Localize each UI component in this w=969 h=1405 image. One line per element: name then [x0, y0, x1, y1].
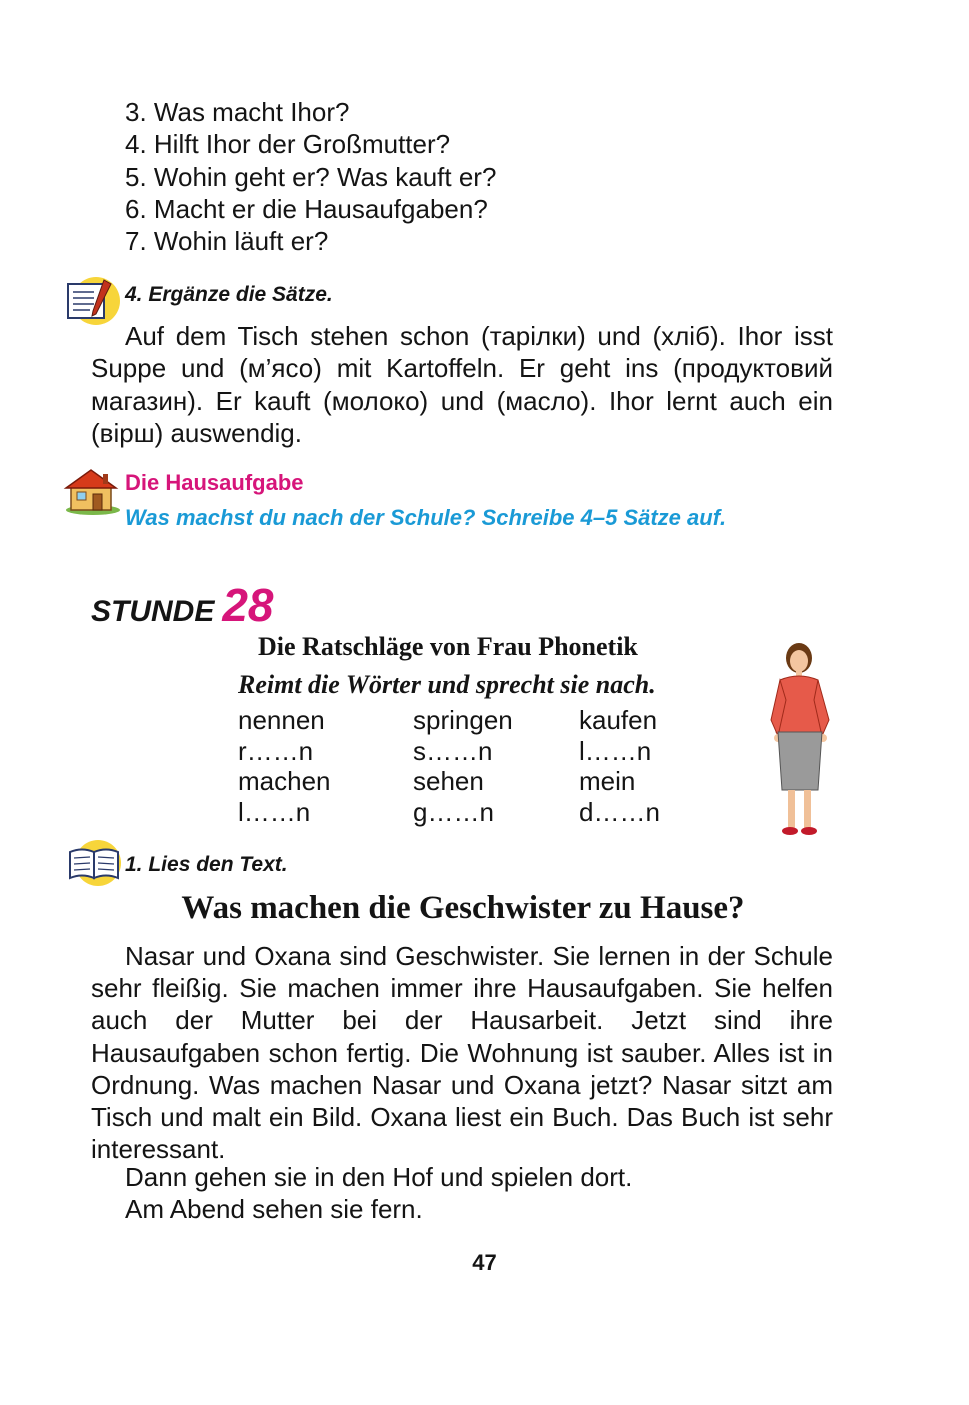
rhyme-word: g……n	[413, 796, 494, 827]
story-paragraph: Nasar und Oxana sind Geschwister. Sie lernen in der Schule sehr fleißig. Sie machen immer ihre Hausaufgaben. Sie helfen auch der Mutter bei der Hausarbeit. Jetzt sind ihre Hausaufgaben schon fertig. Die Wohnung ist sauber. Alles ist in Ordnung. Was machen Nasar und Oxana jetzt? Nasar sitzt am Tisch und malt ein Bild. Oxana liest ein Buch. Das Buch ist sehr interessant.	[91, 941, 833, 1165]
homework-title: Die Hausaufgabe	[125, 470, 304, 495]
rhyme-grid	[238, 705, 699, 827]
story-line: Dann gehen sie in den Hof und spielen dort.	[125, 1162, 633, 1192]
lesson-number: 28	[222, 579, 274, 631]
phonetics-instruction: Reimt die Wörter und sprecht sie nach.	[238, 670, 656, 699]
rhyme-word: l……n	[579, 735, 652, 766]
homework-text: Was machst du nach der Schule? Schreibe 4–5 Sätze auf.	[125, 505, 727, 530]
rhyme-word: sehen	[413, 766, 484, 796]
page-number: 47	[472, 1250, 497, 1275]
task1-heading: 1. Lies den Text.	[125, 853, 288, 876]
task4-heading: 4. Ergänze die Sätze.	[125, 283, 333, 306]
question-item: 6. Macht er die Hausaufgaben?	[125, 193, 488, 224]
task4-paragraph: Auf dem Tisch stehen schon (тарілки) und (хліб). Ihor isst Suppe und (м’ясо) mit Kartoffeln. Er geht ins (продуктовий магазин). Er kauft (молоко) und (масло). Ihor lernt auch ein (вірш) auswendig.	[91, 321, 833, 448]
rhyme-word: l……n	[238, 796, 311, 827]
question-item: 3. Was macht Ihor?	[125, 97, 350, 127]
question-item: 7. Wohin läuft er?	[125, 226, 329, 257]
rhyme-word: kaufen	[579, 705, 658, 735]
story-title: Was machen die Geschwister zu Hause?	[181, 890, 745, 926]
task4-text	[91, 320, 833, 449]
rhyme-word: springen	[413, 705, 513, 735]
lesson-word: STUNDE	[91, 595, 215, 628]
question-list	[125, 96, 496, 257]
teacher-woman-illustration	[768, 640, 834, 838]
lesson-heading	[91, 578, 274, 632]
open-book-icon	[66, 838, 122, 888]
rhyme-word: s……n	[413, 735, 493, 766]
phonetics-title: Die Ratschläge von Frau Phonetik	[258, 632, 638, 661]
story-line: Am Abend sehen sie fern.	[125, 1194, 423, 1224]
rhyme-word: r……n	[238, 735, 314, 766]
rhyme-word: d……n	[579, 796, 660, 827]
rhyme-word: nennen	[238, 705, 325, 735]
question-item: 4. Hilft Ihor der Großmutter?	[125, 129, 451, 160]
rhyme-word: mein	[579, 766, 636, 796]
house-icon	[63, 466, 121, 516]
rhyme-word: machen	[238, 766, 331, 796]
question-item: 5. Wohin geht er? Was kauft er?	[125, 161, 497, 192]
